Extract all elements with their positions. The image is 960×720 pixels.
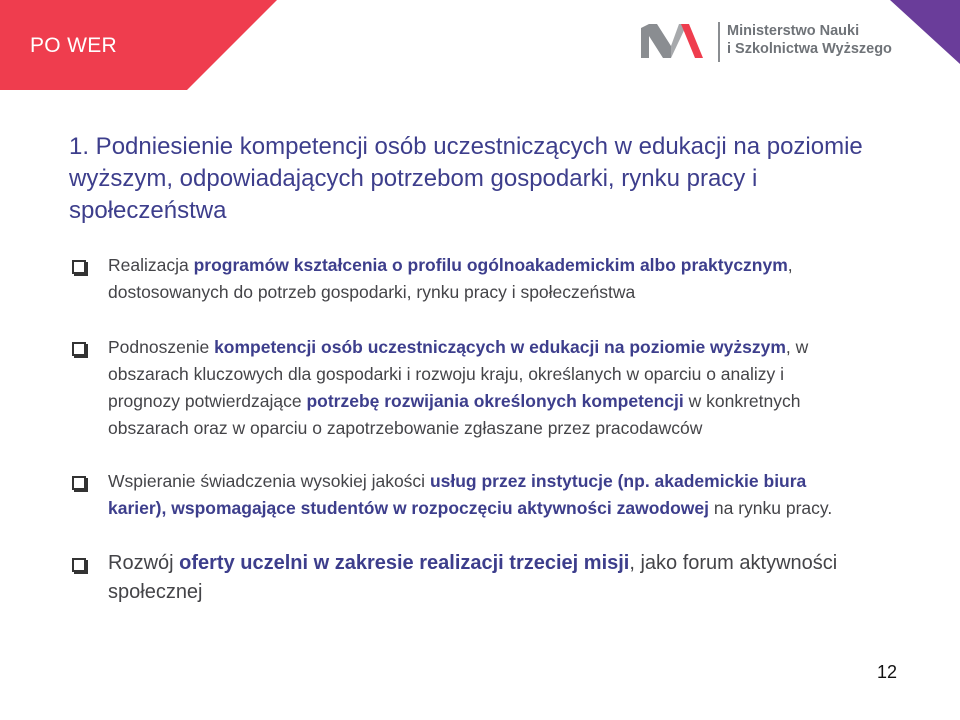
ministry-name-line1: Ministerstwo Nauki: [727, 23, 860, 39]
bullet-text: [108, 552, 837, 603]
bullet-item: [70, 334, 860, 442]
bullet-text-segment: w konkretnych obszarach oraz w oparciu o zapotrzebowanie zgłaszane przez pracodawców: [108, 391, 801, 438]
bullet-text-segment: Realizacja: [108, 255, 194, 275]
bullet-item: [70, 252, 860, 306]
bullet-text-bold: programów kształcenia o profilu ogólnoakademickim albo praktycznym: [193, 255, 788, 275]
ministry-logo: [641, 22, 901, 62]
bullet-text-segment: Rozwój: [108, 552, 180, 574]
bullet-text: [108, 471, 832, 518]
bullet-text-segment: na rynku pracy.: [709, 498, 833, 518]
bullet-text-bold: usług przez instytucje (np. akademickie biura karier), wspomagające studentów w rozpoczęciu aktywności zawodowej: [108, 471, 807, 518]
bullet-text: [108, 255, 793, 302]
header-banner-edge: [187, 0, 277, 90]
bullet-text-segment: Podnoszenie: [108, 337, 215, 357]
bullet-text-segment: , w obszarach kluczowych dla gospodarki i rozwoju kraju, określanych w oparciu o analizy i prognozy potwierdzające: [108, 337, 809, 411]
bullet-text-bold: kompetencji osób uczestniczących w edukacji na poziomie wyższym: [214, 337, 786, 357]
bullet-list: [70, 252, 860, 606]
checkbox-bullet-icon: [72, 558, 86, 572]
bullet-text-bold: potrzebę rozwijania określonych kompetencji: [306, 391, 684, 411]
logo-separator: [718, 22, 720, 62]
program-label: PO WER: [30, 34, 117, 57]
bullet-text-bold: oferty uczelni w zakresie realizacji trzeciej misji: [179, 552, 630, 574]
checkbox-bullet-icon: [72, 260, 86, 274]
bullet-text-segment: , dostosowanych do potrzeb gospodarki, rynku pracy i społeczeństwa: [108, 255, 793, 302]
bullet-text: [108, 337, 808, 438]
checkbox-bullet-icon: [72, 476, 86, 490]
bullet-text-segment: , jako forum aktywności społecznej: [108, 552, 838, 603]
bullet-text-segment: Wspieranie świadczenia wysokiej jakości: [108, 471, 430, 491]
bullet-item: [70, 468, 860, 522]
ministry-name-line2: i Szkolnictwa Wyższego: [727, 41, 892, 57]
slide-title: 1. Podniesienie kompetencji osób uczestniczących w edukacji na poziomie wyższym, odpowiadających potrzebom gospodarki, rynku pracy i społeczeństwa: [69, 133, 863, 224]
ministry-logo-icon: [641, 24, 703, 58]
bullet-item: [70, 549, 860, 606]
ministry-name: [727, 22, 892, 58]
page-number: 12: [877, 662, 898, 682]
corner-accent: [890, 0, 960, 64]
checkbox-bullet-icon: [72, 342, 86, 356]
